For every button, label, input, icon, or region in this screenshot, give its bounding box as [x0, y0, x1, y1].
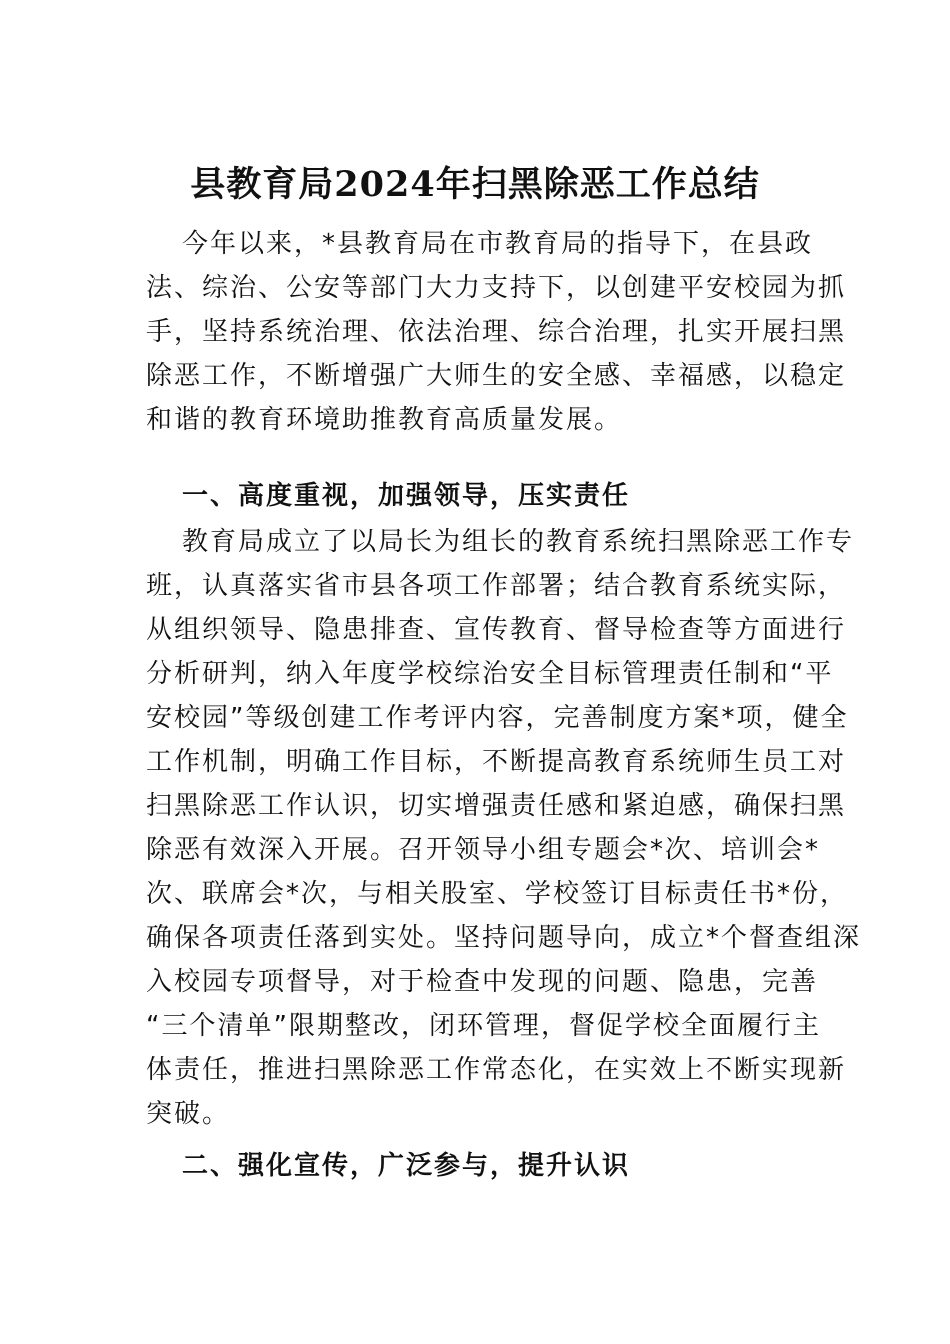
- paragraph-line: 手，坚持系统治理、依法治理、综合治理，扎实开展扫黑: [146, 317, 847, 347]
- paragraph-line: 工作机制，明确工作目标，不断提高教育系统师生员工对: [146, 747, 847, 777]
- paragraph-line: 入校园专项督导，对于检查中发现的问题、隐患，完善: [146, 967, 819, 997]
- paragraph-line: 除恶工作，不断增强广大师生的安全感、幸福感，以稳定: [146, 361, 847, 391]
- paragraph-line: 安校园”等级创建工作考评内容，完善制度方案*项，健全: [146, 703, 849, 733]
- paragraph-line: 体责任，推进扫黑除恶工作常态化，在实效上不断实现新: [146, 1055, 847, 1085]
- paragraph-line: 除恶有效深入开展。召开领导小组专题会*次、培训会*: [146, 835, 821, 865]
- paragraph-line: 分析研判，纳入年度学校综治安全目标管理责任制和“平: [146, 659, 834, 689]
- paragraph-line: 扫黑除恶工作认识，切实增强责任感和紧迫感，确保扫黑: [146, 791, 847, 821]
- document-title: 县教育局2024年扫黑除恶工作总结: [190, 164, 760, 205]
- paragraph-line: 次、联席会*次，与相关股室、学校签订目标责任书*份，: [146, 879, 849, 909]
- section-1-heading: 一、高度重视，加强领导，压实责任: [182, 481, 631, 511]
- paragraph-line: 突破。: [146, 1099, 231, 1129]
- paragraph-line: 今年以来，*县教育局在市教育局的指导下，在县政: [182, 229, 814, 259]
- paragraph-line: 从组织领导、隐患排查、宣传教育、督导检查等方面进行: [146, 615, 847, 645]
- section-2-heading: 二、强化宣传，广泛参与，提升认识: [182, 1151, 631, 1181]
- paragraph-line: “三个清单”限期整改，闭环管理，督促学校全面履行主: [146, 1011, 821, 1041]
- paragraph-line: 班，认真落实省市县各项工作部署；结合教育系统实际，: [146, 571, 847, 601]
- paragraph-line: 法、综治、公安等部门大力支持下，以创建平安校园为抓: [146, 273, 847, 303]
- paragraph-line: 教育局成立了以局长为组长的教育系统扫黑除恶工作专: [182, 527, 855, 557]
- paragraph-line: 和谐的教育环境助推教育高质量发展。: [146, 405, 623, 435]
- paragraph-line: 确保各项责任落到实处。坚持问题导向，成立*个督查组深: [146, 923, 862, 953]
